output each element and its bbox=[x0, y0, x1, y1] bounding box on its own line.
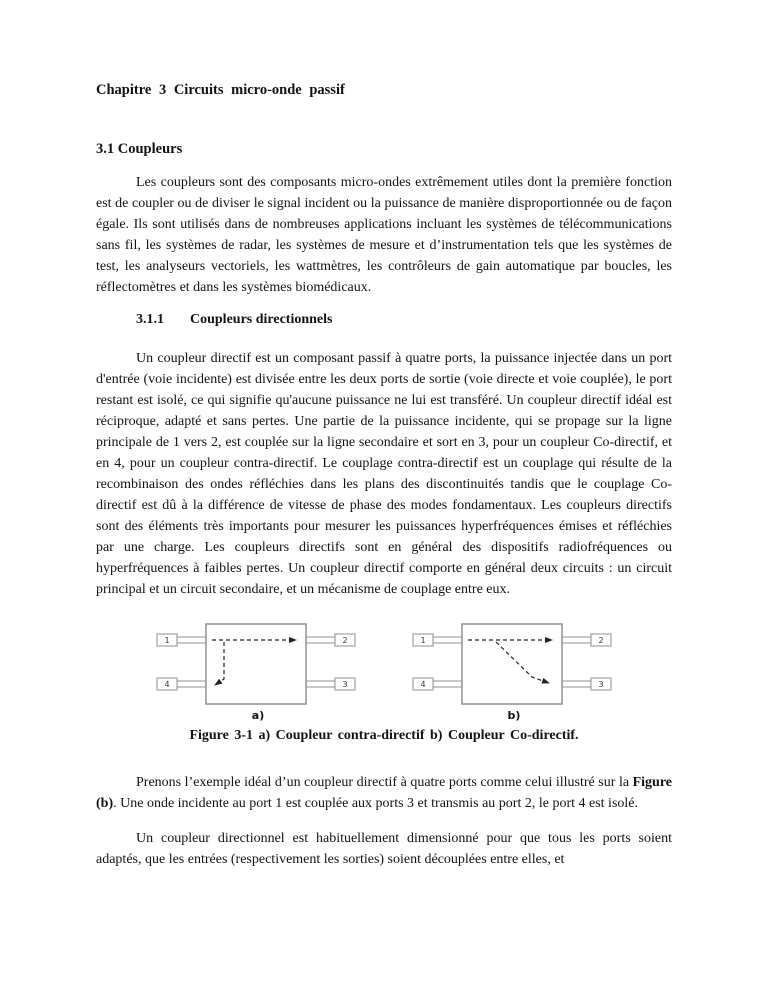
section-title: 3.1 Coupleurs bbox=[96, 141, 183, 157]
paragraph-example-part1: Prenons l’exemple idéal d’un coupleur directif à quatre ports comme celui illustré sur la bbox=[136, 775, 633, 790]
port-1-label: 1 bbox=[420, 636, 426, 645]
figure-b-reference: Figure (b) bbox=[96, 775, 672, 811]
diagram-a-label: a) bbox=[251, 709, 265, 722]
port-2-label: 2 bbox=[342, 636, 348, 645]
figure-caption: Figure 3-1 a) Coupleur contra-directif b) Coupleur Co-directif. bbox=[189, 728, 579, 743]
paragraph-matching: Un coupleur directionnel est habituellement dimensionné pour que tous les ports soient adaptés, que les entrées (respectivement les sorties) soient découplées entre elles, et bbox=[96, 831, 672, 867]
port-1-label: 1 bbox=[164, 636, 170, 645]
coupler-diagram-co-directif bbox=[412, 622, 612, 722]
paragraph-example-part2: . Une onde incidente au port 1 est couplée aux ports 3 et transmis au port 2, le port 4 est isolé. bbox=[113, 796, 638, 811]
diagram-b-label: b) bbox=[507, 709, 521, 722]
chapter-title: Chapitre 3 Circuits micro-onde passif bbox=[96, 82, 345, 98]
port-4-label: 4 bbox=[164, 680, 170, 689]
subsection-title bbox=[136, 312, 672, 328]
paragraph-directional-couplers: Un coupleur directif est un composant passif à quatre ports, la puissance injectée dans un port d'entrée (voie incidente) est divisée entre les deux ports de sortie (voie directe et voie couplée), le port restant est isolé, ce qui signifie qu'aucune puissance ne lui est transféré. Un coupleur directif idéal est réciproque, adapté et sans pertes. Une partie de la puissance incidente, qui se propage sur la ligne principale de 1 vers 2, est couplée sur la ligne secondaire et sort en 3, pour un coupleur Co-directif, et en 4, pour un coupleur contra-directif. Le couplage contra-directif est un couplage qui résulte de la recombinaison des ondes réfléchies dans les plans des discontinuités tandis que le couplage Co-directif est dû à la différence de vitesse de phase des modes fondamentaux. Les coupleurs directifs sont des éléments très importants pour mesurer les puissances hyperfréquences émises et réfléchies par une charge. Les coupleurs directifs sont en général des dispositifs radiofréquences ou hyperfréquences à faibles pertes. Un coupleur directif comporte en général deux circuits : un circuit principal et un circuit secondaire, et un mécanisme de couplage entre eux. bbox=[96, 351, 672, 597]
port-3-label: 3 bbox=[598, 680, 604, 689]
port-2-label: 2 bbox=[598, 636, 604, 645]
coupler-body bbox=[462, 624, 562, 704]
coupler-diagram-contra-directif bbox=[156, 622, 356, 722]
subsection-number: 3.1.1 bbox=[136, 312, 164, 327]
paragraph-couplers-intro: Les coupleurs sont des composants micro-ondes extrêmement utiles dont la première fonction est de coupler ou de diviser le signal incident ou la puissance de manière disproportionnée ou de façon égale. Ils sont utilisés dans de nombreuses applications incluant les systèmes de télécommunications sans fil, les systèmes de radar, les systèmes de mesure et d’instrumentation tels que les systèmes de test, les analyseurs vectoriels, les wattmètres, les contrôleurs de gain automatique par boucles, les réflectomètres et dans les systèmes biomédicaux. bbox=[96, 175, 672, 295]
coupler-body bbox=[206, 624, 306, 704]
figure-3-1 bbox=[96, 622, 672, 722]
subsection-label: Coupleurs directionnels bbox=[190, 312, 333, 327]
port-3-label: 3 bbox=[342, 680, 348, 689]
port-4-label: 4 bbox=[420, 680, 426, 689]
paragraph-example bbox=[96, 772, 672, 814]
